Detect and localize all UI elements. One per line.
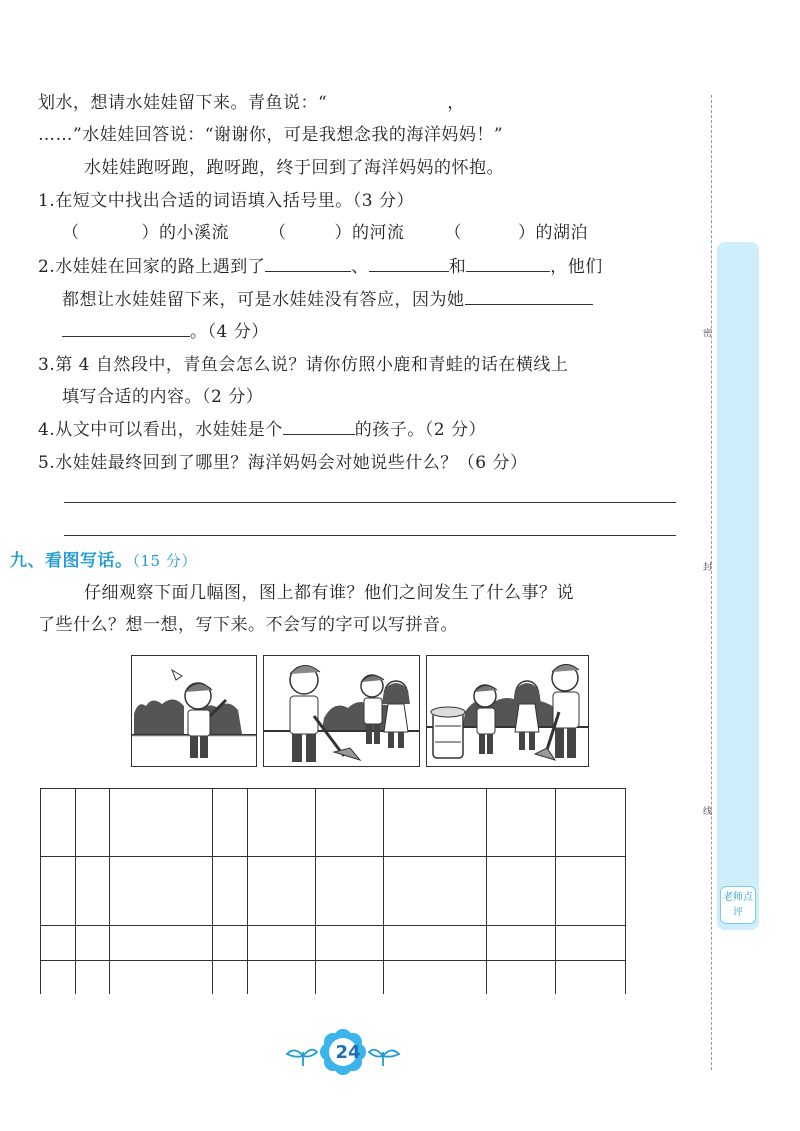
passage-line-1 bbox=[38, 88, 465, 113]
passage-line-1-comma: ， bbox=[447, 93, 465, 113]
grid-line bbox=[109, 788, 110, 994]
grid-line bbox=[625, 788, 626, 994]
picture-2 bbox=[263, 655, 420, 767]
q4-part1: 4.从文中可以看出，水娃娃是个 bbox=[38, 420, 283, 440]
question-4 bbox=[38, 415, 486, 440]
section-9-heading bbox=[10, 546, 197, 571]
side-score-tab bbox=[717, 242, 759, 930]
grid-line bbox=[40, 788, 41, 994]
fill-1-open: （ bbox=[62, 223, 80, 243]
question-3-line-1: 3.第 4 自然段中，青鱼会怎么说？请你仿照小鹿和青蛙的话在横线上 bbox=[38, 355, 569, 375]
seal-char-bottom: 线 bbox=[701, 806, 711, 815]
picture-3 bbox=[426, 655, 589, 767]
q4-blank[interactable] bbox=[283, 418, 355, 435]
fill-2-open: （ bbox=[269, 223, 287, 243]
q2-line2-text: 都想让水娃娃留下来，可是水娃娃没有答应，因为她 bbox=[62, 290, 465, 310]
question-2-line-3 bbox=[62, 317, 269, 342]
seal-char-mid: 封 bbox=[701, 562, 711, 571]
picture-1 bbox=[131, 655, 257, 767]
grid-line bbox=[212, 788, 213, 994]
grid-line bbox=[383, 788, 384, 994]
section-9-instruction-2: 了些什么？想一想，写下来。不会写的字可以写拼音。 bbox=[38, 615, 458, 635]
fill-3-open: （ bbox=[444, 223, 462, 243]
question-2-line-2 bbox=[62, 285, 593, 310]
grid-line bbox=[40, 788, 626, 789]
grid-line bbox=[486, 788, 487, 994]
grid-line bbox=[40, 960, 626, 961]
fill-2-close: ）的河流 bbox=[334, 223, 405, 243]
teacher-comment-box: 老师点评 bbox=[720, 886, 756, 924]
question-1: 1.在短文中找出合适的词语填入括号里。（3 分） bbox=[38, 191, 414, 211]
q2-blank-3[interactable] bbox=[466, 255, 550, 272]
q5-answer-line-1[interactable] bbox=[64, 502, 676, 503]
seal-line bbox=[711, 95, 712, 1070]
grid-line bbox=[40, 925, 626, 926]
passage-line-1-text: 划水，想请水娃娃留下来。青鱼说：“ bbox=[38, 93, 328, 113]
sprout-right-icon bbox=[369, 1050, 399, 1066]
q5-answer-line-2[interactable] bbox=[64, 535, 676, 536]
q2-line3-end: 。（4 分） bbox=[190, 322, 269, 342]
grid-line bbox=[75, 788, 76, 994]
section-9-instruction-1: 仔细观察下面几幅图，图上都有谁？他们之间发生了什么事？说 bbox=[84, 583, 574, 603]
q2-blank-2[interactable] bbox=[369, 255, 449, 272]
question-5: 5.水娃娃最终回到了哪里？海洋妈妈会对她说些什么？（6 分） bbox=[38, 453, 528, 473]
section-9-score: （15 分） bbox=[132, 552, 197, 570]
q2-blank-5[interactable] bbox=[62, 320, 190, 337]
grid-line bbox=[555, 788, 556, 994]
passage-line-2: ……”水娃娃回答说：“谢谢你，可是我想念我的海洋妈妈！” bbox=[38, 125, 504, 145]
grid-line bbox=[315, 788, 316, 994]
question-2-line-1 bbox=[38, 252, 603, 277]
sprout-left-icon bbox=[287, 1050, 317, 1066]
q2-sep2: 和 bbox=[448, 257, 467, 277]
writing-grid[interactable] bbox=[40, 788, 626, 994]
fill-1-close: ）的小溪流 bbox=[141, 223, 229, 243]
q4-part2: 的孩子。（2 分） bbox=[354, 420, 486, 440]
question-3-line-2: 填写合适的内容。（2 分） bbox=[62, 387, 264, 407]
grid-line bbox=[247, 788, 248, 994]
passage-line-3: 水娃娃跑呀跑，跑呀跑，终于回到了海洋妈妈的怀抱。 bbox=[84, 158, 504, 178]
question-1-fills bbox=[62, 218, 588, 243]
q2-blank-4[interactable] bbox=[465, 288, 593, 305]
q2-part1: 2.水娃娃在回家的路上遇到了 bbox=[38, 257, 266, 277]
q2-blank-1[interactable] bbox=[265, 255, 351, 272]
page-number: 24 bbox=[335, 1041, 361, 1063]
q2-sep1: 、 bbox=[351, 257, 369, 277]
seal-char-top: 密 bbox=[701, 328, 711, 337]
section-9-title: 九、看图写话。 bbox=[10, 551, 133, 571]
grid-line bbox=[40, 856, 626, 857]
fill-3-close: ）的湖泊 bbox=[518, 223, 588, 243]
q2-part2: ，他们 bbox=[550, 257, 603, 277]
